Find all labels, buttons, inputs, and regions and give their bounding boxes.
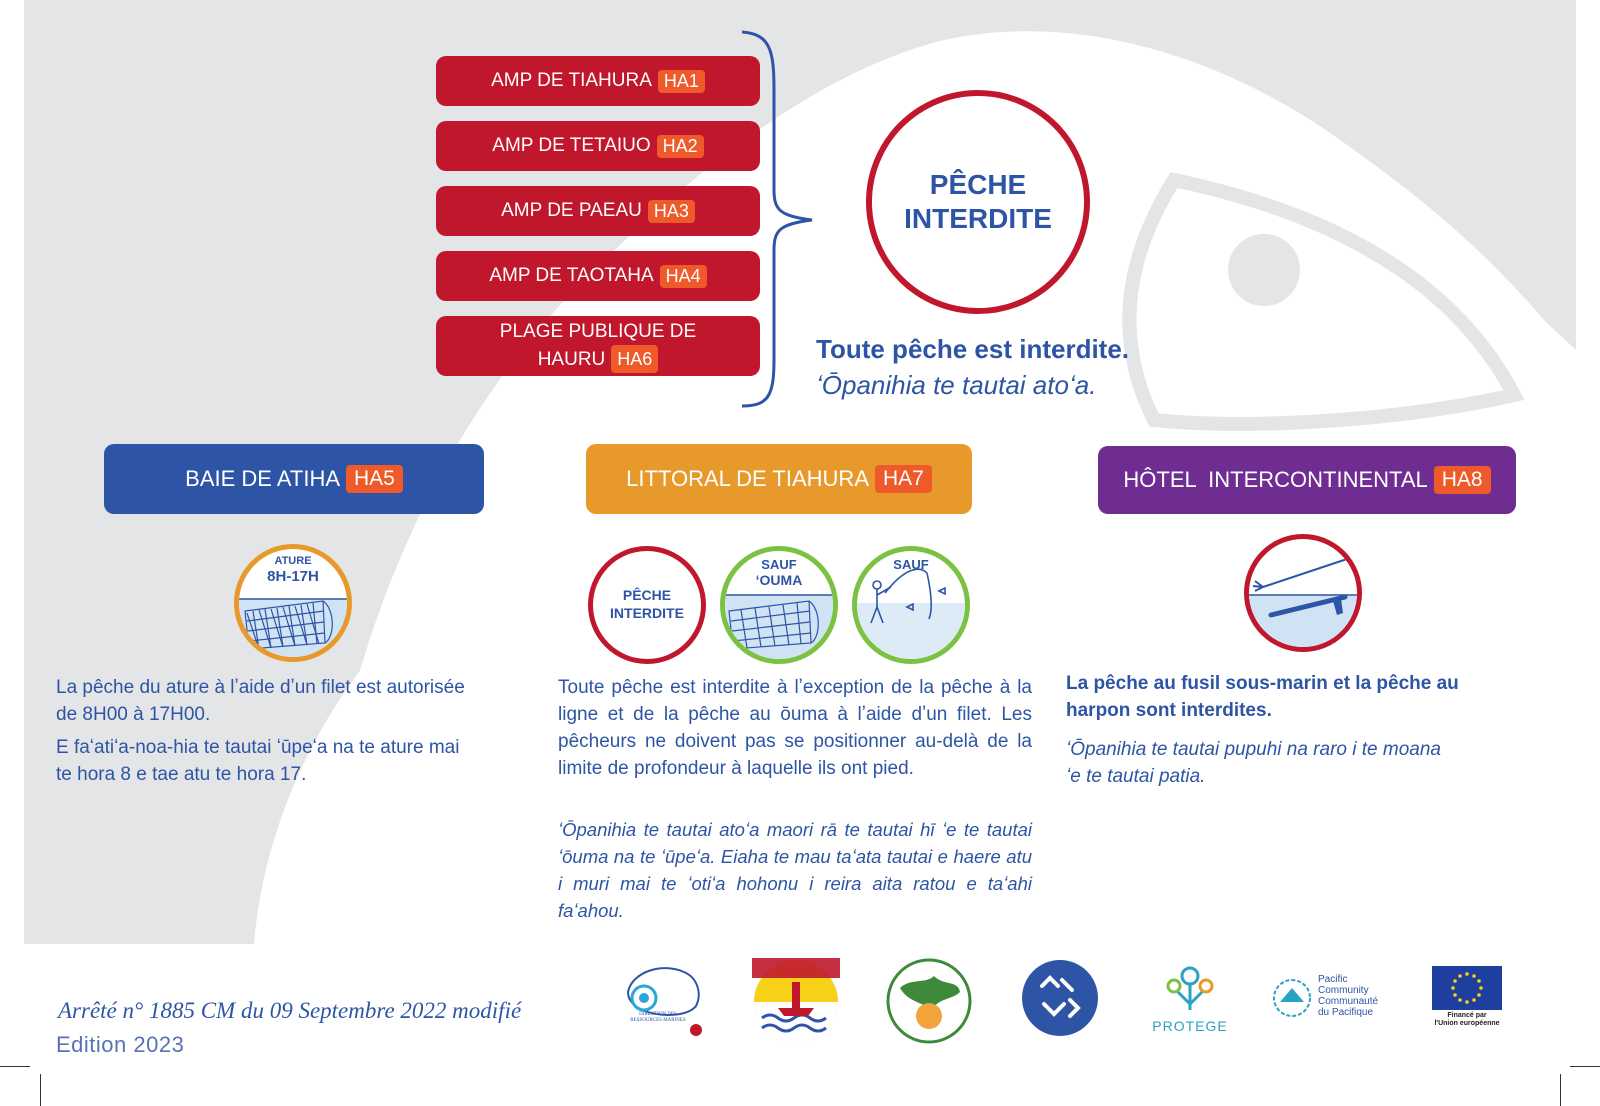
zone-code-badge: HA2 bbox=[657, 135, 704, 158]
zone-code-badge: HA3 bbox=[648, 200, 695, 223]
polynesie-francaise-seal-logo bbox=[752, 958, 840, 1046]
zone-code-badge: HA1 bbox=[658, 70, 705, 93]
text-line: La pêche au fusil sous-marin et la pêche au bbox=[1066, 673, 1459, 694]
arrete-reference: Arrêté n° 1885 CM du 09 Septembre 2022 modifié bbox=[58, 998, 522, 1023]
ouma-net-icon bbox=[720, 546, 838, 664]
amp-zone-ha2 bbox=[436, 121, 760, 171]
line-fishing-icon bbox=[852, 546, 970, 664]
zone-ha5-text-fr bbox=[56, 674, 536, 728]
logo-caption-line1: Pacific bbox=[1318, 974, 1348, 985]
icon-label-line1: PÊCHE bbox=[622, 587, 672, 603]
crop-mark bbox=[40, 1074, 41, 1106]
crop-mark bbox=[1570, 1066, 1600, 1067]
text-line: te hora 8 e tae atu te hora 17. bbox=[56, 764, 307, 785]
text-line: de 8H00 à 17H00. bbox=[56, 704, 211, 725]
icon-label-line1: SAUF bbox=[761, 557, 797, 572]
logo-caption: PROTEGE bbox=[1152, 1018, 1228, 1034]
badge-line1: PÊCHE bbox=[929, 169, 1027, 200]
logo-caption-line2: l'Union européenne bbox=[1434, 1020, 1500, 1027]
main-rule-text-fr: Toute pêche est interdite. bbox=[816, 334, 1130, 364]
zone-code-badge: HA6 bbox=[611, 345, 658, 373]
logo-caption-line1: Financé par bbox=[1447, 1012, 1487, 1019]
amp-zone-ha4 bbox=[436, 251, 760, 301]
main-rule-text-ta: ʻŌpanihia te tautai atoʻa. bbox=[816, 370, 1097, 400]
logo-caption-line2: RESSOURCES MARINES bbox=[630, 1018, 686, 1023]
zone-ha7-text-fr: Toute pêche est interdite à lʼexception de la pêche à la ligne et de la pêche au ōuma à lʼaide dʼun filet. Les pêcheurs ne doivent pas se positionner au-delà de la limite de profondeur à laquelle ils ont pied. bbox=[558, 677, 1032, 779]
ature-net-icon bbox=[234, 544, 352, 662]
icon-label-line1: ATURE bbox=[274, 555, 312, 567]
zone-ha7-text-ta: ʻŌpanihia te tautai atoʻa maori rā te tautai hī ʻe te tautai ʻōuma na te ʻūpeʻa. Eiaha te mau taʻata tautai e haere atu i muri mai te ʻotiʻa hohonu i reira aita ratou e taʻahi faʻahou. bbox=[558, 819, 1032, 921]
pacific-community-logo bbox=[1270, 972, 1390, 1032]
logo-caption-line1: DIRECTION DES bbox=[639, 1012, 677, 1017]
direction-ressources-marines-logo bbox=[622, 958, 706, 1038]
text-line: ʻe te tautai patia. bbox=[1066, 766, 1206, 787]
amp-zone-name-line2: HAURU bbox=[537, 349, 606, 370]
icon-label-line2: ʻOUMA bbox=[755, 572, 803, 588]
zone-header-ha8 bbox=[1098, 446, 1516, 514]
icon-label-line1: SAUF bbox=[893, 557, 929, 572]
commune-moorea-maiao-logo bbox=[886, 958, 972, 1044]
peche-interdite-badge bbox=[866, 90, 1090, 314]
speargun-prohibited-icon bbox=[1244, 534, 1362, 652]
blue-circle-emblem-logo bbox=[1020, 958, 1100, 1038]
text-line: ʻŌpanihia te tautai pupuhi na raro i te moana bbox=[1066, 739, 1441, 760]
crop-mark bbox=[0, 1066, 30, 1067]
icon-label-line2: INTERDITE bbox=[610, 605, 684, 621]
logo-caption-line2: Community bbox=[1318, 985, 1369, 996]
amp-zone-ha1 bbox=[436, 56, 760, 106]
icon-label-line2: 8H-17H bbox=[267, 568, 319, 585]
logo-caption-line4: du Pacifique bbox=[1318, 1007, 1374, 1018]
zone-code-badge: HA4 bbox=[660, 265, 707, 288]
zone-name: BAIE DE ATIHA bbox=[185, 466, 340, 491]
text-line: La pêche du ature à lʼaide dʼun filet est autorisée bbox=[56, 677, 465, 698]
amp-zone-name: AMP DE TIAHURA bbox=[491, 70, 652, 91]
zone-name: HÔTEL INTERCONTINENTAL bbox=[1123, 467, 1428, 492]
badge-line2: INTERDITE bbox=[904, 203, 1052, 234]
edition-label: Edition 2023 bbox=[56, 1032, 185, 1057]
zone-header-ha7 bbox=[586, 444, 972, 514]
zone-code-badge: HA8 bbox=[1434, 466, 1491, 494]
amp-zone-name: AMP DE PAEAU bbox=[501, 200, 642, 221]
logo-caption-line3: Communauté bbox=[1318, 996, 1379, 1007]
amp-zone-ha3 bbox=[436, 186, 760, 236]
zone-ha8-text-fr bbox=[1066, 670, 1556, 724]
zone-ha8-text-ta bbox=[1066, 736, 1556, 790]
amp-zone-name-line1: PLAGE PUBLIQUE DE bbox=[499, 321, 697, 342]
protege-logo bbox=[1148, 958, 1232, 1038]
crop-mark bbox=[1560, 1074, 1561, 1106]
amp-zone-ha6 bbox=[436, 316, 760, 376]
zone-code-badge: HA5 bbox=[346, 465, 403, 493]
peche-interdite-small-icon bbox=[588, 546, 706, 664]
brace-connector bbox=[740, 30, 820, 410]
text-line: E faʻatiʻa-noa-hia te tautai ʻūpeʻa na te ature mai bbox=[56, 737, 460, 758]
zone-ha5-text-ta bbox=[56, 734, 536, 788]
amp-zone-name: AMP DE TETAIUO bbox=[492, 135, 651, 156]
zone-name: LITTORAL DE TIAHURA bbox=[626, 466, 869, 491]
zone-code-badge: HA7 bbox=[875, 465, 932, 493]
zone-header-ha5 bbox=[104, 444, 484, 514]
amp-zone-name: AMP DE TAOTAHA bbox=[489, 265, 654, 286]
eu-flag-logo bbox=[1432, 966, 1506, 1036]
text-line: harpon sont interdites. bbox=[1066, 700, 1272, 721]
